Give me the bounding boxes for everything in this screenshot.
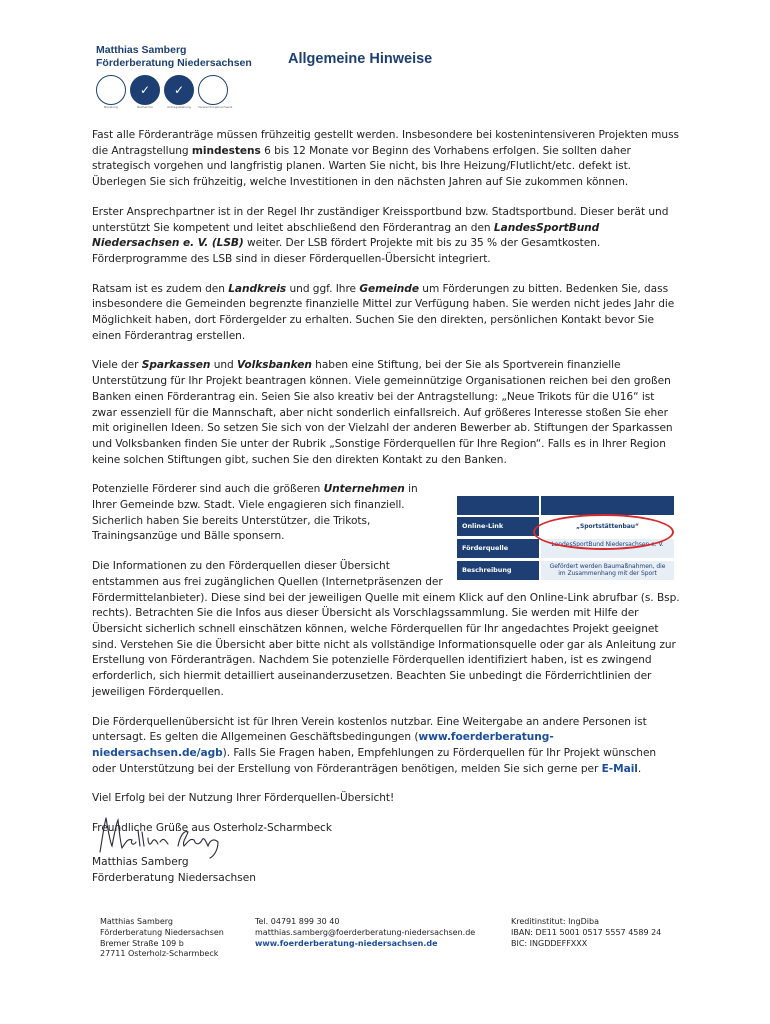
paragraph-landkreis: Ratsam ist es zudem den Landkreis und ggf. Ihre Gemeinde um Förderungen zu bitten. Bedenken Sie, dass insbesondere die Gemeinden begrenzte finanzielle Mittel zur Verfügung haben. Sie werden nicht jedes Jahr die Möglichkeit haben, dort Fördergelder zu erhalten. Suchen Sie den direkten, persönlichen Kontakt bevor Sie einen Förderantrag erstellen. xyxy=(92,282,675,342)
paragraph-usage: Die Förderquellenübersicht ist für Ihren Verein kostenlos nutzbar. Eine Weitergabe an andere Personen ist untersagt. Es gelten die Allgemeinen Geschäftsbedingungen (www.foerderberatung-niedersachsen.de/agb). Falls Sie Fragen haben, Empfehlungen zu Förderquellen für Ihr Projekt wünschen oder Unterstützung bei der Erstellung von Förderanträgen benötigen, melden Sie sich gerne per E-Mail. xyxy=(92,715,657,775)
email-link[interactable]: E-Mail xyxy=(601,762,638,775)
example-table-header xyxy=(457,496,674,515)
logo-name-line1: Matthias Samberg xyxy=(96,44,187,56)
footer-address: Matthias Samberg Förderberatung Niedersachsen Bremer Straße 109 b 27711 Osterholz-Scharmbeck xyxy=(100,917,224,959)
step-caption: Verwendungsnachweis xyxy=(198,105,233,109)
step-caption: Beratung xyxy=(104,105,118,109)
paragraph-greeting: Freundliche Grüße aus Osterholz-Scharmbeck xyxy=(92,822,332,835)
logo xyxy=(96,44,266,109)
paragraph-companies: Potenzielle Förderer sind auch die größeren Unternehmen Online-Link „Sportstättenbau“ Förderquelle LandesSportBund Niedersachsen e. V. Beschreibung Gefördert werden Baumaßnahmen, die im Zusammenhang mit der Sport in Ihrer Gemeinde bzw. Stadt. Viele engagieren sich finanziell. Sicherlich haben Sie bereits Unterstützer, die Trikots, Trainingsanzüge und Bälle sponsern. xyxy=(92,482,682,545)
agb-link[interactable]: www.foerderberatung-niedersachsen.de/agb xyxy=(92,731,554,759)
example-row-link: Online-Link „Sportstättenbau“ xyxy=(457,517,674,536)
paragraph-success: Viel Erfolg bei der Nutzung Ihrer Förderquellen-Übersicht! xyxy=(92,792,395,805)
checkmark-icon: ✓ xyxy=(173,83,185,97)
footer-bank: Kreditinstitut: IngDiba IBAN: DE11 5001 0517 5557 4589 24 BIC: INGDDEFFXXX xyxy=(511,917,662,948)
paragraph-sportbund: Erster Ansprechpartner ist in der Regel Ihr zuständiger Kreissportbund bzw. Stadtsportbund. Dieser berät und unterstützt Sie kompetent und leitet abschließend den Förderantrag an den LandesSportBund Niedersachsen e. V. (LSB) weiter. Der LSB fördert Projekte mit bis zu 35 % der Gesamtkosten. Förderprogramme des LSB sind in dieser Förderquellen-Übersicht integriert. xyxy=(92,205,669,265)
signer-name: Matthias Samberg xyxy=(92,856,189,868)
step-caption: Recherche xyxy=(137,105,153,109)
step-circle-nachweis xyxy=(198,75,228,105)
logo-name-line2: Förderberatung Niedersachsen xyxy=(96,57,252,69)
page-title: Allgemeine Hinweise xyxy=(288,51,433,67)
footer-email[interactable]: matthias.samberg@foerderberatung-niedersachsen.de xyxy=(255,927,476,937)
step-circle-beratung xyxy=(96,75,126,105)
step-circle-recherche xyxy=(130,75,160,105)
logo-step-captions xyxy=(96,105,266,109)
document-body xyxy=(92,128,682,837)
example-online-link[interactable]: „Sportstättenbau“ xyxy=(541,517,674,536)
step-caption: Antragsstellung xyxy=(167,105,191,109)
signer-organization: Förderberatung Niedersachsen xyxy=(92,871,257,884)
footer-phone: Tel. 04791 899 30 40 xyxy=(255,917,340,926)
paragraph-information: Die Informationen zu den Förderquellen dieser Übersicht entstammen aus frei zugänglichen Quellen (Internetpräsenzen der Fördermittelanbieter). Diese sind bei der jeweiligen Quelle mit einem Klick auf den Online-Link abrufbar (s. Bsp. rechts). Betrachten Sie die Infos aus dieser Übersicht als Vorschlagssammlung. Sie werden mit Hilfe der Übersicht sicherlich schnell einschätzen können, welche Förderquellen für Ihr angedachtes Projekt geeignet sind. Verstehen Sie die Übersicht aber bitte nicht als vollständige Informationsquelle oder gar als Anleitung zur Erstellung von Förderanträgen. Nachdem Sie potenzielle Förderquellen identifiziert haben, ist es zwingend erforderlich, sich hiermit detailliert auseinanderzusetzen. Beachten Sie unbedingt die Förderrichtlinien der jeweiligen Förderquellen. xyxy=(92,560,680,698)
footer-website-link[interactable]: www.foerderberatung-niedersachsen.de xyxy=(255,938,438,948)
signature-block xyxy=(92,855,256,886)
logo-step-circles xyxy=(96,75,266,105)
paragraph-banks: Viele der Sparkassen und Volksbanken haben eine Stiftung, bei der Sie als Sportverein finanzielle Unterstützung für Ihr Projekt beantragen können. Viele gemeinnützige Organisationen reichen bei den großen Banken einen Förderantrag ein. Seien Sie also kreativ bei der Antragstellung: „Neue Trikots für die U16“ ist zwar essenziell für die Mannschaft, aber nicht sonderlich einfallsreich. Auf größeres Interesse stoßen Sie eher mit originellen Ideen. So setzen Sie sich von der Vielzahl der anderen Bewerber ab. Stiftungen der Sparkassen und Volksbanken finden Sie unter der Rubrik „Sonstige Förderquellen für Ihre Region“. Falls es in Ihrer Region keine solchen Stiftungen gibt, suchen Sie den direkten Kontakt zu den Banken. xyxy=(92,359,673,466)
checkmark-icon: ✓ xyxy=(139,83,151,97)
paragraph-deadlines: Fast alle Förderanträge müssen frühzeitig gestellt werden. Insbesondere bei kostenintensiveren Projekten muss die Antragstellung mindestens 6 bis 12 Monate vor Beginn des Vorhabens erfolgen. Sie sollten daher strategisch vorgehen und langfristig planen. Warten Sie nicht, bis Ihre Heizung/Flutlicht/etc. defekt ist. Überlegen Sie sich frühzeitig, welche Investitionen in den nächsten Jahren auf Sie zukommen können. xyxy=(92,129,680,189)
example-table-image xyxy=(457,496,674,582)
example-row-description: Beschreibung Gefördert werden Baumaßnahmen, die im Zusammenhang mit der Sport xyxy=(457,561,674,580)
example-row-source: Förderquelle LandesSportBund Niedersachsen e. V. xyxy=(457,539,674,558)
step-circle-antrag xyxy=(164,75,194,105)
footer-contact xyxy=(255,917,475,949)
